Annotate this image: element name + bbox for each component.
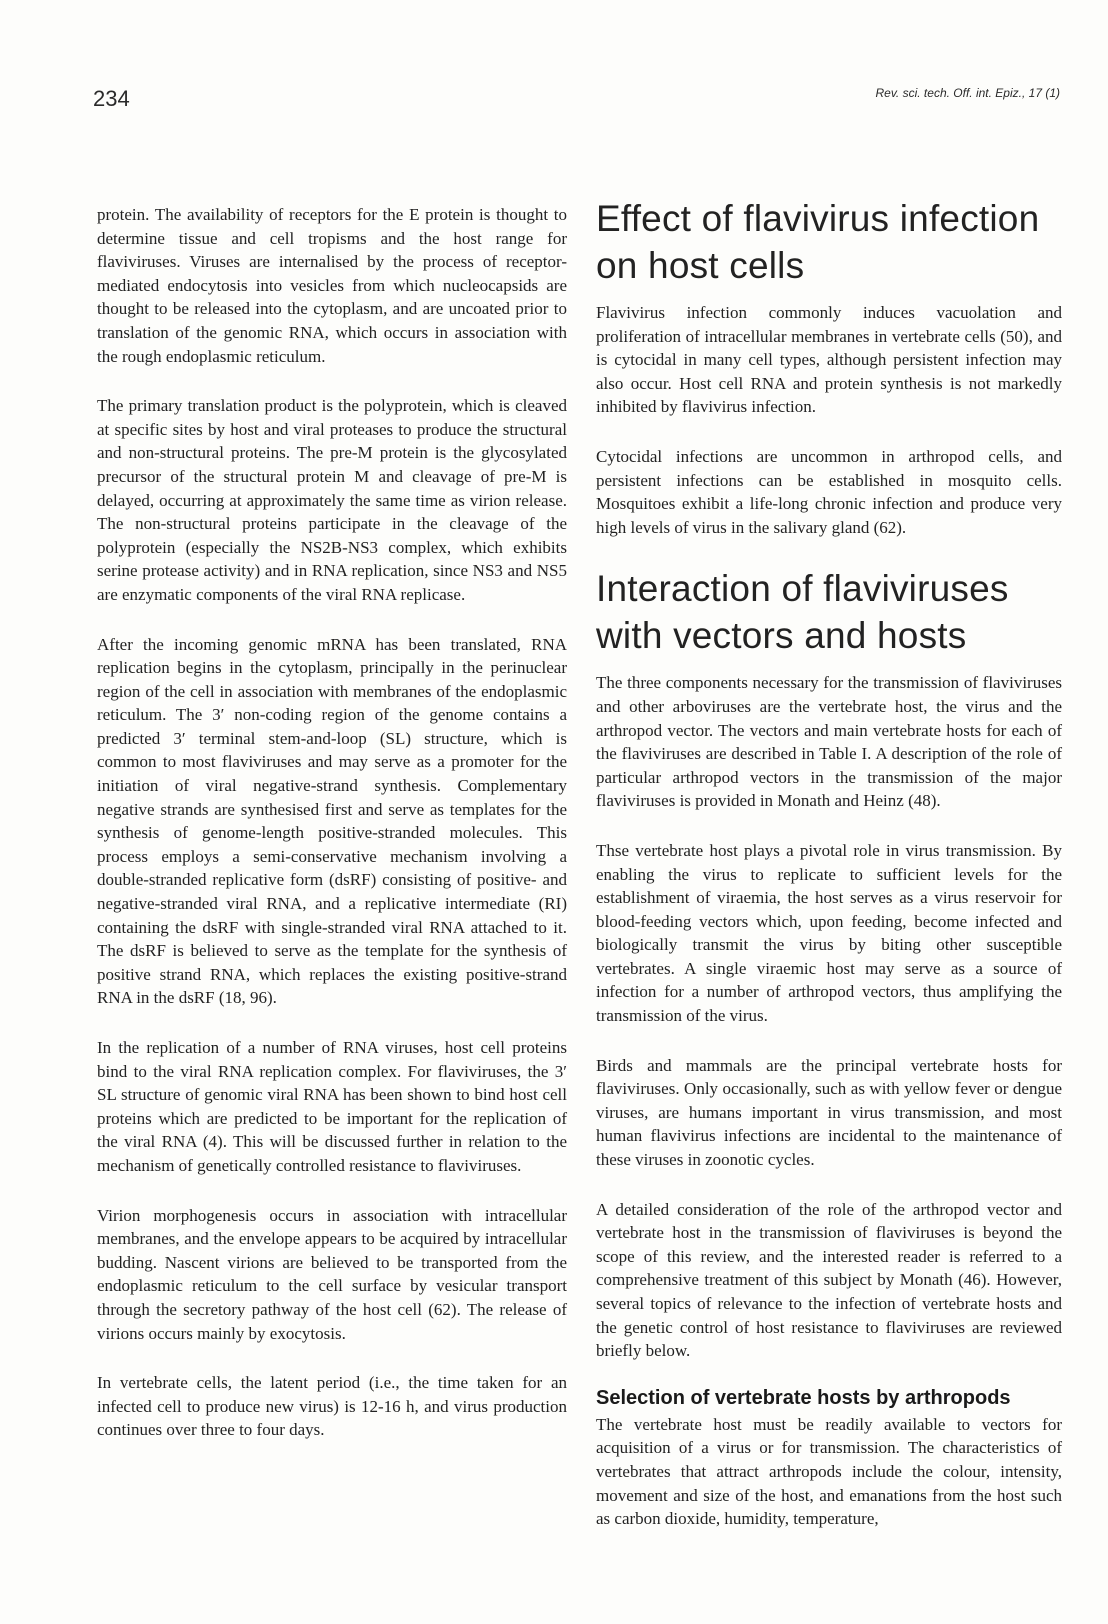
right-column [596,195,1062,1531]
body-paragraph: In the replication of a number of RNA viruses, host cell proteins bind to the viral RNA replication complex. For flaviviruses, the 3′ SL structure of genomic viral RNA has been shown to bind host cell proteins which are predicted to be important for the replication of the viral RNA (4). This will be discussed further in relation to the mechanism of genetically controlled resistance to flaviviruses. [97,1038,567,1175]
section-heading-effect: Effect of flavivirus infection on host cells [596,198,1040,286]
running-head: Rev. sci. tech. Off. int. Epiz., 17 (1) [875,86,1060,100]
body-paragraph: After the incoming genomic mRNA has been translated, RNA replication begins in the cytoplasm, principally in the perinuclear region of the cell in association with membranes of the endoplasmic reticulum. The 3′ non-coding region of the genome contains a predicted 3′ terminal stem-and-loop (SL) structure, which is common to most flaviviruses and may serve as a promoter for the initiation of viral negative-strand synthesis. Complementary negative strands are synthesised first and serve as templates for the synthesis of genome-length positive-stranded molecules. This process employs a semi-conservative mechanism involving a double-stranded replicative form (dsRF) consisting of positive- and negative-stranded viral RNA, and a replicative intermediate (RI) containing the dsRF with single-stranded viral RNA attached to it. The dsRF is believed to serve as the template for the synthesis of positive strand RNA, which replaces the existing positive-strand RNA in the dsRF (18, 96). [97,634,567,1008]
body-paragraph: Virion morphogenesis occurs in association with intracellular membranes, and the envelope appears to be acquired by intracellular budding. Nascent virions are believed to be transported from the endoplasmic reticulum to the cell surface by vesicular transport through the secretory pathway of the host cell (62). The release of virions occurs mainly by exocytosis. [97,1205,567,1343]
page-number: 234 [93,86,130,111]
body-paragraph: Cytocidal infections are uncommon in arthropod cells, and persistent infections can be established in mosquito cells. Mosquitoes exhibit a life-long chronic infection and produce very high levels of virus in the salivary gland (62). [596,446,1062,537]
body-paragraph: The vertebrate host must be readily available to vectors for acquisition of a virus or for transmission. The characteristics of vertebrates that attract arthropods include the colour, intensity, movement and size of the host, and emanations from the host such as carbon dioxide, humidity, temperature, [596,1414,1062,1529]
body-paragraph: The primary translation product is the polyprotein, which is cleaved at specific sites by host and viral proteases to produce the structural and non-structural proteins. The pre-M protein is the glycosylated precursor of the structural protein M and cleavage of pre-M is delayed, occurring at approximately the same time as virion release. The non-structural proteins participate in the cleavage of the polyprotein (especially the NS2B-NS3 complex, which exhibits serine protease activity) and in RNA replication, since NS3 and NS5 are enzymatic components of the viral RNA replicase. [97,396,567,604]
subsection-heading: Selection of vertebrate hosts by arthropods [596,1386,1011,1409]
body-paragraph: In vertebrate cells, the latent period (i.e., the time taken for an infected cell to produce new virus) is 12-16 h, and virus production continues over three to four days. [97,1373,567,1440]
body-paragraph: The three components necessary for the transmission of flaviviruses and other arboviruses are the vertebrate host, the virus and the arthropod vector. The vectors and main vertebrate hosts for each of the flaviviruses are described in Table I. A description of the role of particular arthropod vectors in the transmission of the major flaviviruses is provided in Monath and Heinz (48). [596,673,1062,811]
body-paragraph: A detailed consideration of the role of the arthropod vector and vertebrate host in the transmission of flaviviruses is beyond the scope of this review, and the interested reader is referred to a comprehensive treatment of this subject by Monath (46). However, several topics of relevance to the infection of vertebrate hosts and the genetic control of host resistance to flaviviruses are reviewed briefly below. [596,1199,1062,1361]
left-column [97,203,567,1468]
body-paragraph: Birds and mammals are the principal vertebrate hosts for flaviviruses. Only occasionally, such as with yellow fever or dengue viruses, are humans important in virus transmission, and most human flavivirus infections are incidental to the maintenance of these viruses in zoonotic cycles. [596,1055,1062,1170]
body-paragraph: Flavivirus infection commonly induces vacuolation and proliferation of intracellular membranes in vertebrate cells (50), and is cytocidal in many cell types, although persistent infection may also occur. Host cell RNA and protein synthesis is not markedly inhibited by flavivirus infection. [596,303,1062,417]
body-paragraph: Thse vertebrate host plays a pivotal role in virus transmission. By enabling the virus to replicate to sufficient levels for the establishment of viraemia, the host serves as a virus reservoir for blood-feeding vectors which, upon feeding, become infected and biologically transmit the virus by biting other susceptible vertebrates. A single viraemic host may serve as a source of infection for a number of arthropod vectors, thus amplifying the transmission of the virus. [596,840,1062,1026]
section-heading-interaction: Interaction of flaviviruses with vectors and hosts [596,568,1009,657]
body-paragraph: protein. The availability of receptors for the E protein is thought to determine tissue and cell tropisms and the host range for flaviviruses. Viruses are internalised by the process of receptor-mediated endocytosis into vesicles from which nucleocapsids are thought to be released into the cytoplasm, and are uncoated prior to translation of the genomic RNA, which occurs in association with the rough endoplasmic reticulum. [97,205,567,366]
